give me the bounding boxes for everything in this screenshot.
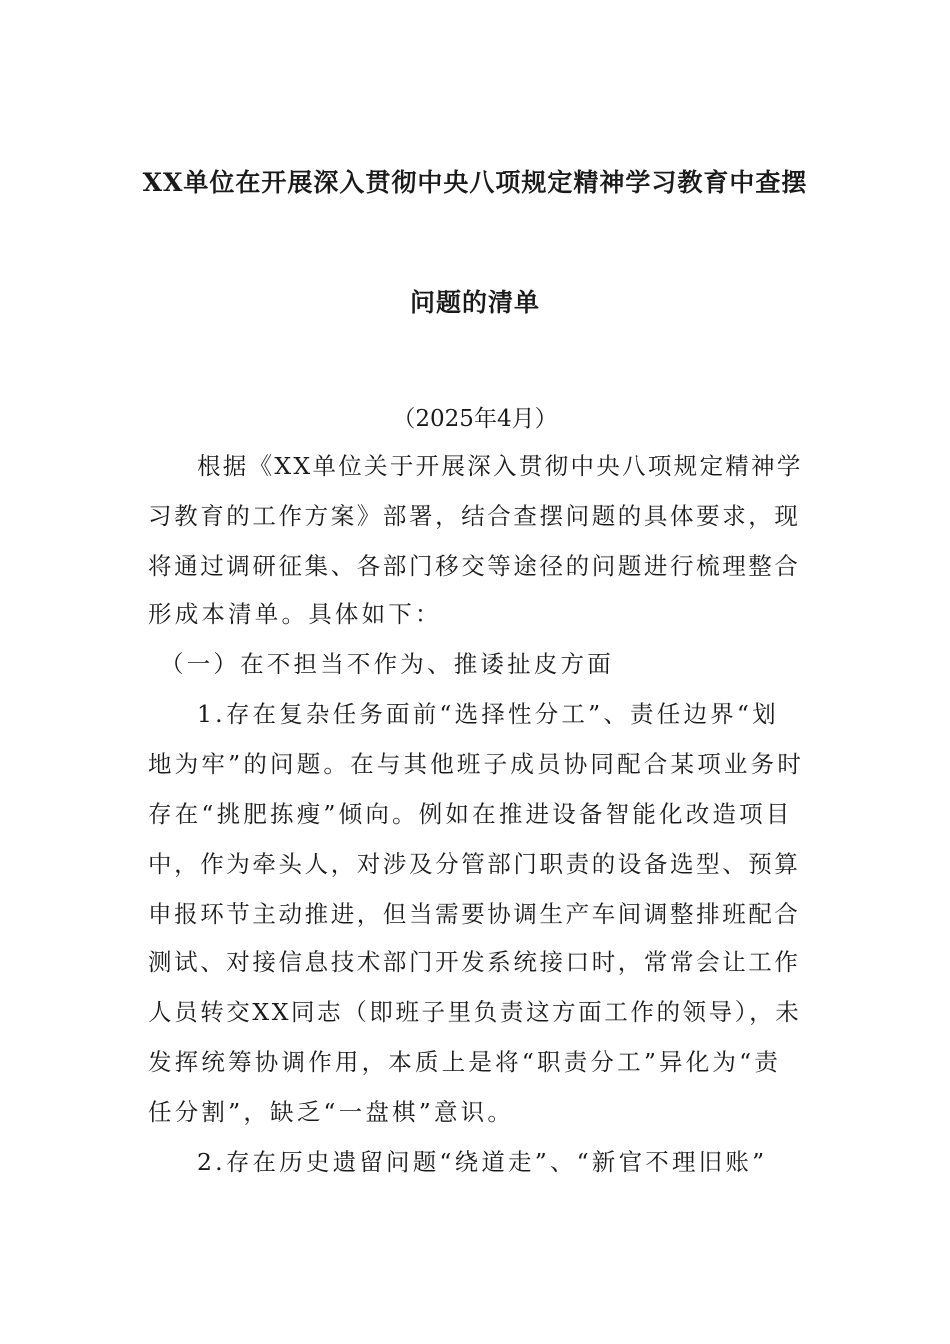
section-heading-1: （一）在不担当不作为、推诿扯皮方面 <box>160 650 614 678</box>
body-line-13: 发挥统筹协调作用，本质上是将“职责分工”异化为“责 <box>148 1048 782 1076</box>
body-line-12: 人员转交XX同志（即班子里负责这方面工作的领导），未 <box>148 998 802 1026</box>
body-line-8: 存在“挑肥拣瘦”倾向。例如在推进设备智能化改造项目 <box>148 800 793 828</box>
body-line-14: 任分割”，缺乏“一盘棋”意识。 <box>148 1098 515 1126</box>
body-line-4: 形成本清单。具体如下： <box>148 600 442 628</box>
body-line-6: 1.存在复杂任务面前“选择性分工”、责任边界“划 <box>197 700 779 728</box>
document-title-line-2: 问题的清单 <box>409 288 540 317</box>
body-line-3: 将通过调研征集、各部门移交等途径的问题进行梳理整合 <box>148 552 801 580</box>
document-title-line-1: XX单位在开展深入贯彻中央八项规定精神学习教育中查摆 <box>142 168 808 197</box>
body-line-10: 申报环节主动推进，但当需要协调生产车间调整排班配合 <box>148 900 801 928</box>
body-line-9: 中，作为牵头人，对涉及分管部门职责的设备选型、预算 <box>148 850 801 878</box>
document-date: （2025年4月） <box>392 406 558 432</box>
body-line-1: 根据《XX单位关于开展深入贯彻中央八项规定精神学 <box>197 452 803 480</box>
body-line-7: 地为牢”的问题。在与其他班子成员协同配合某项业务时 <box>148 750 805 778</box>
body-line-11: 测试、对接信息技术部门开发系统接口时，常常会让工作 <box>148 948 801 976</box>
body-line-15: 2.存在历史遗留问题“绕道走”、“新官不理旧账” <box>197 1148 768 1176</box>
body-line-2: 习教育的工作方案》部署，结合查摆问题的具体要求，现 <box>148 502 801 530</box>
